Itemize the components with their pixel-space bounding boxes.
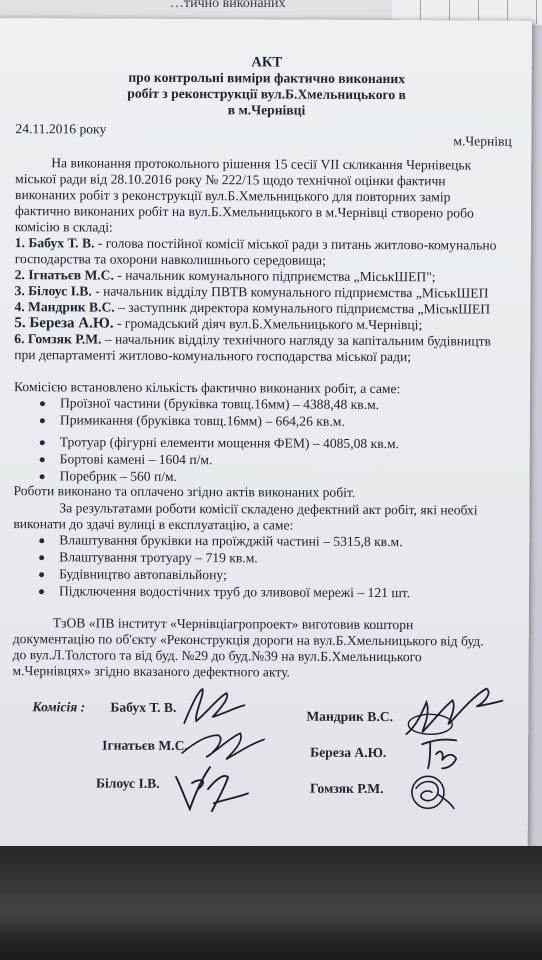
- member-1: [15, 236, 497, 252]
- intro-line-2: міської ради від 28.10.2016 року № 222/15 щодо технічної оцінки фактичн: [15, 171, 446, 189]
- bullet-icon: [39, 589, 44, 594]
- member-1-name: 1. Бабух Т. В.: [14, 235, 95, 251]
- document-date: 24.11.2016 року: [15, 121, 107, 137]
- measured-heading: Комісією встановлено кількість фактично виконаних робіт, а саме:: [14, 379, 401, 397]
- bullet-icon: [40, 474, 45, 479]
- bullet-icon: [40, 418, 45, 423]
- member-6: [14, 332, 491, 348]
- intro-line-3: виконаних робіт з реконструкції вул.Б.Хмельницького для повторних замір: [15, 187, 451, 205]
- signature-bilous: [168, 759, 252, 815]
- document-subtitle-line-3: в м.Чернівці: [227, 102, 306, 118]
- document-city: м.Чернівц: [453, 133, 512, 149]
- measured-item-1: Проїзної частини (бруківка товщ.16мм) – 4388,48 кв.м.: [59, 395, 380, 413]
- background-text-fragment: …тично виконаних: [170, 0, 286, 11]
- signatory-mandryk: Мандрик В.С.: [306, 708, 394, 725]
- intro-line-5: комісію в складі:: [14, 219, 113, 235]
- signature-homziak: [402, 768, 458, 814]
- defect-item-3: Будівництво автопавільйону;: [59, 566, 227, 583]
- defect-item-2: Влаштування тротуару – 719 кв.м.: [59, 549, 258, 566]
- member-2: [15, 268, 436, 284]
- signatory-ihnatiev: Ігнатьєв М.С.: [102, 737, 188, 754]
- member-4-role: – заступник директора комунального підприємства „МіськШЕП: [118, 299, 491, 317]
- signature-babukh: [178, 683, 248, 729]
- defect-item-4: Підключення водостічних труб до зливової мережі – 121 шт.: [58, 583, 411, 601]
- defect-item-1: Влаштування бруківки на проїжджій частині – 5315,8 кв.м.: [59, 532, 403, 550]
- table-surface-highlight: [0, 890, 542, 940]
- bullet-icon: [39, 555, 44, 560]
- bullet-icon: [40, 401, 45, 406]
- intro-line-4: фактично виконаних робіт на вул.Б.Хмельницького в м.Чернівці створено робо: [14, 203, 474, 221]
- defect-line-1: За результатами роботи комісії складено дефектний акт робіт, які необхі: [59, 500, 478, 518]
- commission-label: Комісія :: [32, 699, 86, 715]
- signatory-bilous: Білоус І.В.: [95, 775, 160, 791]
- member-3-role: - начальник відділу ПВТВ комунального підприємства „МіськШЕП: [95, 283, 489, 301]
- member-6-role-cont: при департаменті житлово-комунального господарства міської ради;: [14, 347, 412, 365]
- measured-item-4: Бортові камені – 1604 п/м.: [59, 451, 213, 468]
- estimate-line-2: документацію по об'єкту «Реконструкція дороги на вул.Б.Хмельницького від буд.: [12, 631, 484, 649]
- document-subtitle-line-1: про контрольні виміри фактично виконаних: [128, 69, 406, 87]
- measured-item-2: Примикання (бруківка товщ.16мм) – 664,26 кв.м.: [59, 412, 345, 429]
- bullet-icon: [39, 572, 44, 577]
- paid-note: Роботи виконано та оплачено згідно актів виконаних робіт.: [13, 483, 356, 500]
- defect-line-2: виконати до здачі вулиці в експлуатацію, а саме:: [13, 516, 294, 533]
- member-3: [15, 284, 489, 300]
- member-1-role-cont: господарства та охорони навколишнього середовища;: [14, 251, 326, 268]
- document-subtitle-line-2: робіт з реконструкції вул.Б.Хмельницького в: [127, 85, 406, 103]
- act-document: [0, 18, 532, 859]
- bullet-icon: [40, 457, 45, 462]
- intro-line-1: На виконання протокольного рішення 15 сесії VII скликання Чернівецьк: [51, 155, 472, 173]
- estimate-line-4: м.Чернівцях» згідно вказаного дефектного акту.: [12, 663, 291, 680]
- measured-item-3: Тротуар (фігурні елементи мощення ФЕМ) – 4085,08 кв.м.: [59, 434, 400, 452]
- member-2-role: - начальник комунального підприємства „МіськШЕП";: [117, 267, 436, 285]
- member-4-name: 4. Мандрик В.С.: [14, 299, 115, 315]
- estimate-line-1: ТзОВ «ПВ інститут «Чернівціагропроект» виготовив кошторн: [52, 615, 414, 633]
- estimate-line-3: до вул.Л.Толстого та від буд. №29 до буд.№39 на вул.Б.Хмельницького: [12, 647, 422, 665]
- measured-item-5: Поребрик – 560 п/м.: [59, 468, 178, 484]
- bullet-icon: [40, 440, 45, 445]
- member-6-name: 6. Гомзяк Р.М.: [14, 331, 102, 347]
- bullet-icon: [39, 538, 44, 543]
- signatory-homziak: Гомзяк Р.М.: [309, 780, 384, 797]
- signatory-babukh: Бабух Т. В.: [110, 699, 177, 715]
- signatory-bereza: Береза А.Ю.: [310, 744, 387, 761]
- member-2-name: 2. Ігнатьєв М.С.: [14, 267, 114, 283]
- member-5-role: - громадський діяч вул.Б.Хмельницького м.Чернівці;: [116, 315, 423, 333]
- document-title: АКТ: [251, 54, 283, 71]
- member-3-name: 3. Білоус І.В.: [14, 283, 92, 299]
- member-5-name: 5. Береза А.Ю.: [14, 315, 114, 332]
- member-1-role: - голова постійної комісії міської ради з питань житлово-комунально: [97, 235, 497, 253]
- member-6-role: – начальник відділу технічного нагляду за капітальним будівництв: [104, 331, 492, 349]
- member-4: [14, 300, 490, 316]
